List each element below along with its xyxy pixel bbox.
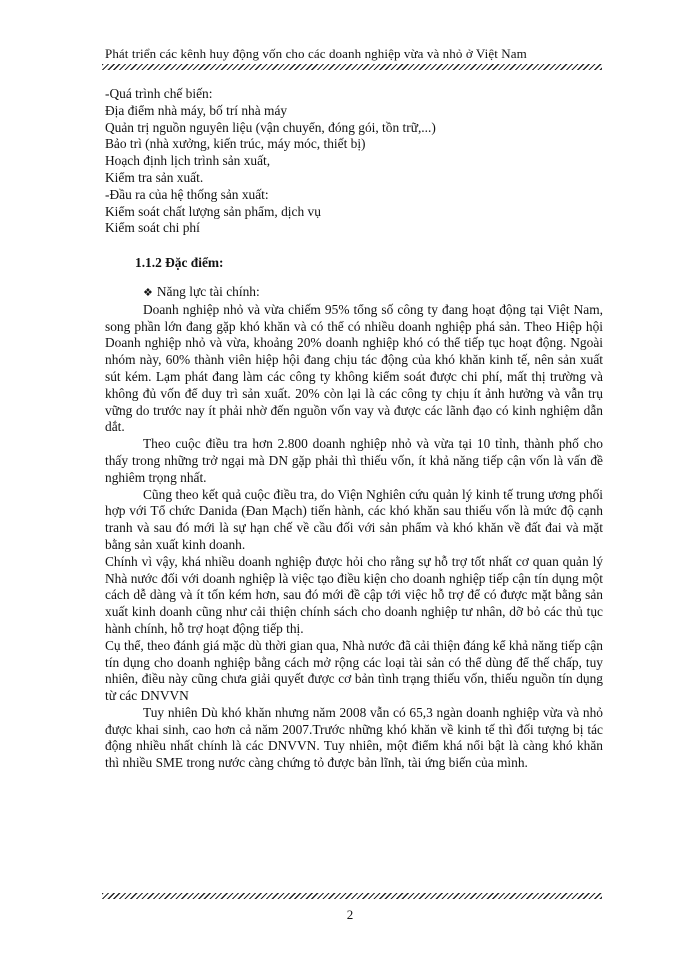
- paragraph: Tuy nhiên Dù khó khăn nhưng năm 2008 vẫn có 65,3 ngàn doanh nghiệp vừa và nhỏ được khai sinh, cao hơn cả năm 2007.Trước những khó khăn về kinh tế thì đối tượng bị tác động nhiều nhất chính là các DNVVN. Tuy nhiên, một điểm khá nổi bật là càng khó khăn thì nhiều SME trong nước càng chứng tỏ được bản lĩnh, tài ứng biến của mình.: [105, 704, 603, 771]
- list-item: Kiểm tra sản xuất.: [105, 169, 204, 185]
- bullet-item: [143, 284, 603, 302]
- list-item: Quản trị nguồn nguyên liệu (vận chuyển, đóng gói, tồn trữ,...): [105, 119, 436, 135]
- footer-rule: [102, 893, 602, 899]
- list-item: Kiểm soát chi phí: [105, 220, 200, 236]
- list-item: Hoạch định lịch trình sản xuất,: [105, 153, 271, 169]
- list-item: Kiểm soát chất lượng sản phẩm, dịch vụ: [105, 203, 321, 219]
- list-item: -Đầu ra của hệ thống sản xuất:: [105, 186, 269, 202]
- bullet-label: Năng lực tài chính:: [156, 283, 260, 299]
- page-header: Phát triển các kênh huy động vốn cho các doanh nghiệp vừa và nhỏ ở Việt Nam: [105, 46, 527, 61]
- section-heading: 1.1.2 Đặc điểm:: [135, 255, 224, 271]
- page-body: [105, 86, 603, 772]
- paragraph: Doanh nghiệp nhỏ và vừa chiếm 95% tổng số công ty đang hoạt động tại Việt Nam, song phần lớn đang gặp khó khăn và có thể có nhiều doanh nghiệp phá sản. Theo Hiệp hội Doanh nghiệp nhỏ và vừa, khoảng 20% doanh nghiệp khó có thể tiếp tục hoạt động. Ngoài nhóm này, 60% thành viên hiệp hội đang chịu tác động của khó khăn kinh tế, nên sản xuất sút kém. Lạm phát đang làm các công ty không kiểm soát được chi phí, mất thị trường và không đủ vốn để duy trì sản xuất. 20% còn lại là các công ty chịu ít ảnh hưởng và vẫn trụ vững do trước nay ít phải nhờ đến nguồn vốn vay và được các lãnh đạo có kinh nghiệm dẫn dắt.: [105, 301, 603, 435]
- paragraph: Chính vì vậy, khá nhiều doanh nghiệp được hỏi cho rằng sự hỗ trợ tốt nhất cơ quan quản lý Nhà nước đối với doanh nghiệp là việc tạo điều kiện cho doanh nghiệp tiếp cận tín dụng một cách dễ dàng và ít tốn kém hơn, sau đó mới đề cập tới việc hỗ trợ để có được mặt bằng sản xuất kinh doanh cũng như cải thiện chính sách cho doanh nghiệp tư nhân, dỡ bỏ các thủ tục hành chính, hỗ trợ hoạt động tiếp thị.: [105, 553, 603, 636]
- list-item: Địa điểm nhà máy, bố trí nhà máy: [105, 102, 288, 118]
- paragraph: Theo cuộc điều tra hơn 2.800 doanh nghiệp nhỏ và vừa tại 10 tỉnh, thành phố cho thấy trong những trở ngại mà DN gặp phải thì thiếu vốn, ít khả năng tiếp cận vốn là vấn đề nghiêm trọng nhất.: [105, 436, 603, 485]
- page-number: 2: [346, 907, 354, 922]
- paragraph: Cũng theo kết quả cuộc điều tra, do Viện Nghiên cứu quản lý kinh tế trung ương phối hợp với Tổ chức Danida (Đan Mạch) tiến hành, các khó khăn sau thiếu vốn là mức độ cạnh tranh và sau đó mới là sự hạn chế về cầu đối với sản phẩm và khó khăn về đất đai và mặt bằng sản xuất kinh doanh.: [105, 486, 603, 552]
- diamond-bullet-icon: ❖: [143, 286, 153, 299]
- list-item: Bảo trì (nhà xưởng, kiến trúc, máy móc, thiết bị): [105, 136, 366, 152]
- header-rule: [102, 64, 602, 70]
- paragraph: Cụ thể, theo đánh giá mặc dù thời gian qua, Nhà nước đã cải thiện đáng kể khả năng tiếp cận tín dụng cho doanh nghiệp bằng cách mở rộng các loại tài sản có thể dùng để thế chấp, tuy nhiên, điều này cũng chưa giải quyết được cơ bản tình trạng thiếu vốn, thiếu nguồn tín dụng từ các DNVVN: [105, 637, 603, 704]
- list-item: -Quá trình chế biến:: [105, 86, 213, 101]
